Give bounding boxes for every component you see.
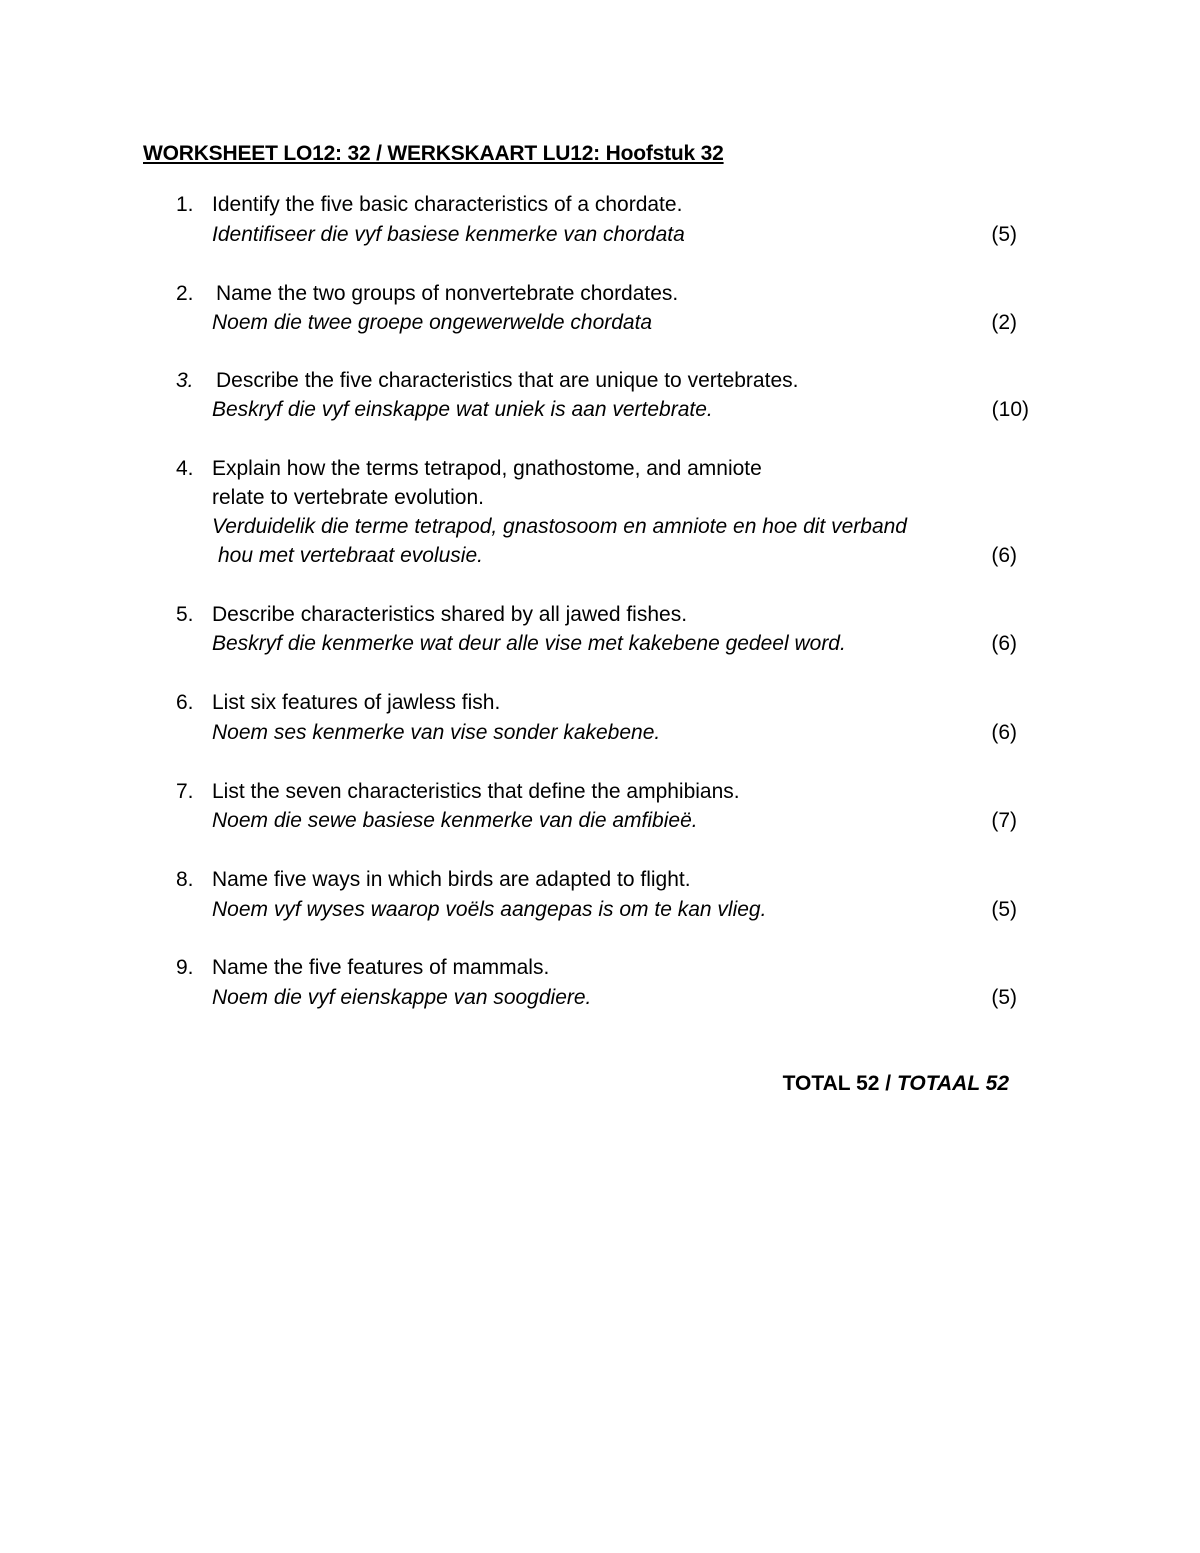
question-text-af-cont: hou met vertebraat evolusie.	[218, 544, 483, 567]
question-number: 5.	[176, 603, 194, 626]
question-text-af: Noem vyf wyses waarop voëls aangepas is om te kan vlieg.	[212, 898, 767, 921]
question-text-en: List the seven characteristics that define the amphibians.	[212, 780, 740, 803]
question-number: 8.	[176, 868, 194, 891]
question-marks: (7)	[991, 809, 1017, 832]
question-number: 3.	[176, 369, 194, 392]
question-text-af: Noem ses kenmerke van vise sonder kakebene.	[212, 721, 661, 744]
question-text-af: Noem die sewe basiese kenmerke van die amfibieë.	[212, 809, 698, 832]
question-text-en: Name the five features of mammals.	[212, 956, 550, 979]
question-marks: (5)	[991, 986, 1017, 1009]
question-number: 6.	[176, 691, 194, 714]
worksheet-title: WORKSHEET LO12: 32 / WERKSKAART LU12: Hoofstuk 32	[143, 142, 724, 165]
question-marks: (5)	[991, 898, 1017, 921]
question-text-en-cont: relate to vertebrate evolution.	[212, 486, 484, 509]
question-text-af: Beskryf die vyf einskappe wat uniek is aan vertebrate.	[212, 398, 713, 421]
question-marks: (6)	[991, 632, 1017, 655]
question-number: 7.	[176, 780, 194, 803]
question-text-af: Identifiseer die vyf basiese kenmerke van chordata	[212, 223, 685, 246]
question-number: 1.	[176, 193, 194, 216]
question-text-en: Describe the five characteristics that are unique to vertebrates.	[216, 369, 799, 392]
question-text-af: Verduidelik die terme tetrapod, gnastosoom en amniote en hoe dit verband	[212, 515, 907, 538]
question-text-af: Beskryf die kenmerke wat deur alle vise met kakebene gedeel word.	[212, 632, 846, 655]
question-text-en: Name five ways in which birds are adapted to flight.	[212, 868, 691, 891]
question-text-en: Identify the five basic characteristics of a chordate.	[212, 193, 683, 216]
question-marks: (2)	[991, 311, 1017, 334]
question-text-af: Noem die twee groepe ongewerwelde chordata	[212, 311, 653, 334]
question-marks: (5)	[991, 223, 1017, 246]
question-number: 4.	[176, 457, 194, 480]
total-marks	[783, 1072, 1009, 1096]
total-label-af: TOTAAL 52	[896, 1072, 1009, 1095]
question-text-en: Name the two groups of nonvertebrate chordates.	[216, 282, 679, 305]
question-number: 9.	[176, 956, 194, 979]
question-marks: (6)	[991, 544, 1017, 567]
question-text-af: Noem die vyf eienskappe van soogdiere.	[212, 986, 592, 1009]
question-marks: (6)	[991, 721, 1017, 744]
question-text-en: List six features of jawless fish.	[212, 691, 501, 714]
question-text-en: Describe characteristics shared by all jawed fishes.	[212, 603, 688, 626]
question-marks: (10)	[991, 398, 1029, 421]
question-text-en: Explain how the terms tetrapod, gnathostome, and amniote	[212, 457, 762, 480]
total-label-en: TOTAL 52 /	[782, 1072, 897, 1095]
question-number: 2.	[176, 282, 194, 305]
